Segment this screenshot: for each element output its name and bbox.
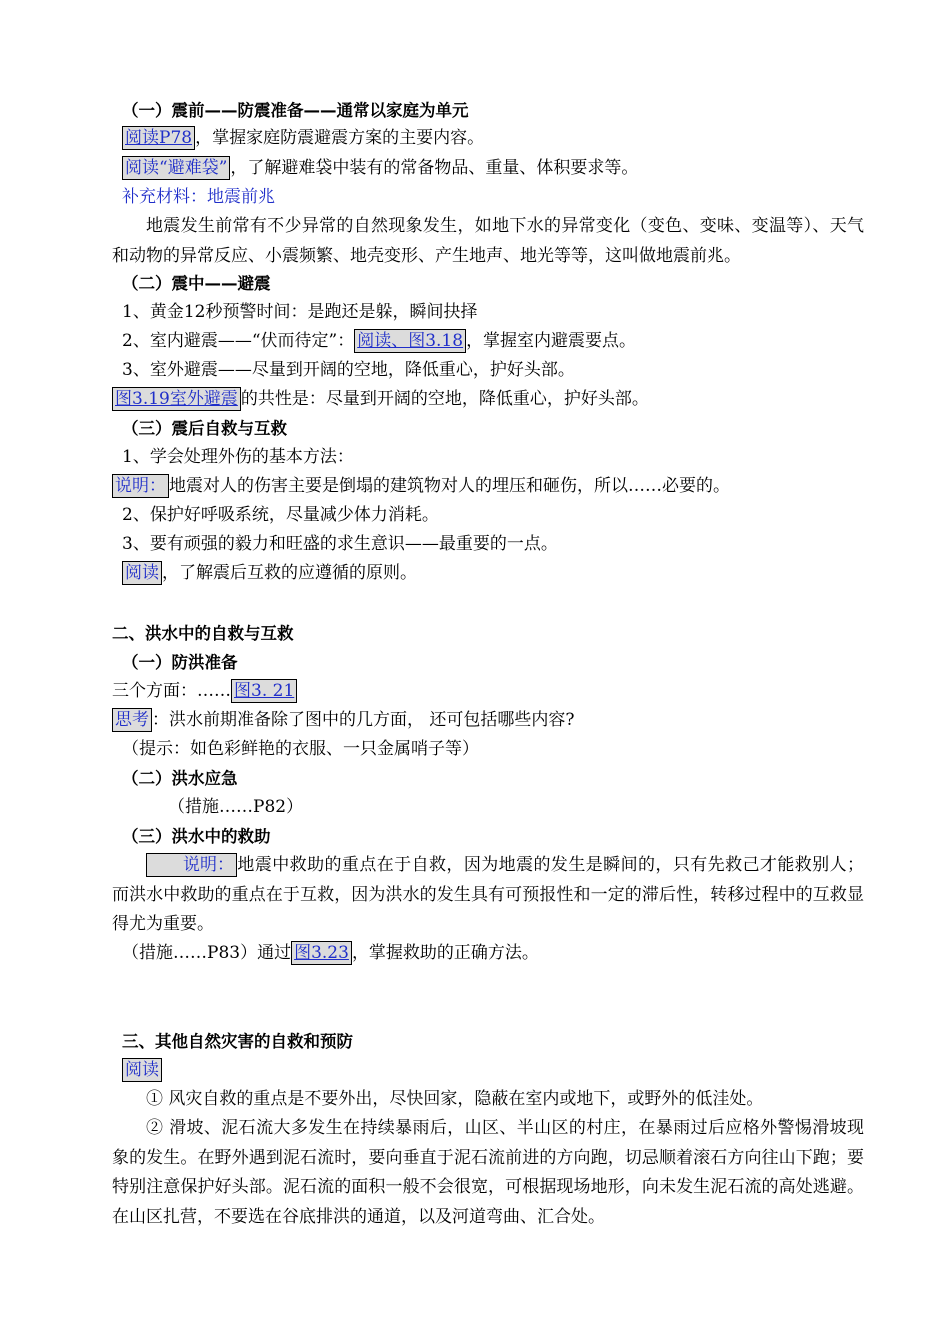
line-fig-3-19 <box>112 385 870 414</box>
link-fig-3-23[interactable]: 图3.23 <box>291 941 352 965</box>
line-text: ，了解震后互救的应遵循的原则。 <box>162 563 417 583</box>
supplementary-material-label: 补充材料：地震前兆 <box>122 187 275 207</box>
heading-post-quake: （三）震后自救与互救 <box>122 419 287 438</box>
line-outdoor-shelter: 3、室外避震——尽量到开阔的空地，降低重心，护好头部。 <box>122 360 575 380</box>
heading-flood-rescue: （三）洪水中的救助 <box>122 827 271 846</box>
paragraph-flood-rescue <box>112 851 864 940</box>
label-explanation[interactable]: 说明： <box>112 474 169 498</box>
heading-other-disasters: 三、其他自然灾害的自救和预防 <box>122 1032 353 1051</box>
line-text: ，掌握家庭防震避震方案的主要内容。 <box>195 128 485 148</box>
line-text: ，掌握室内避震要点。 <box>466 331 637 351</box>
link-read-section3[interactable]: 阅读 <box>122 1058 162 1082</box>
line-measures-p83 <box>122 939 870 968</box>
line-three-aspects <box>112 677 870 706</box>
link-read[interactable]: 阅读 <box>122 561 162 585</box>
line-golden-12s: 1、黄金12秒预警时间：是跑还是躲，瞬间抉择 <box>122 302 478 322</box>
line-think <box>112 706 870 735</box>
heading-flood: 二、洪水中的自救与互救 <box>112 624 294 643</box>
line-explanation-injury <box>112 472 870 501</box>
paragraph-wind-disaster: ① 风灾自救的重点是不要外出，尽快回家，隐蔽在室内或地下，或野外的低洼处。 <box>146 1089 764 1109</box>
heading-flood-emergency: （二）洪水应急 <box>122 769 238 788</box>
line-text: ：洪水前期准备除了图中的几方面， 还可包括哪些内容? <box>152 710 575 730</box>
line-read-rescue-principles <box>122 559 870 588</box>
link-read-fig-3-18[interactable]: 阅读、图3.18 <box>354 329 466 353</box>
label-explanation-flood[interactable]: 说明： <box>146 853 237 877</box>
line-read-bag <box>122 154 870 183</box>
line-trauma-basics: 1、学会处理外伤的基本方法： <box>122 447 354 467</box>
link-read-bag[interactable]: 阅读“避难袋” <box>122 156 230 180</box>
line-read-p78 <box>122 124 870 153</box>
paragraph-earthquake-signs: 地震发生前常有不少异常的自然现象发生，如地下水的异常变化（变色、变味、变温等）、天气和动物的异常反应、小震频繁、地壳变形、产生地声、地光等等，这叫做地震前兆。 <box>112 216 864 266</box>
line-hint: （提示：如色彩鲜艳的衣服、一只金属哨子等） <box>122 739 479 759</box>
line-text: 地震对人的伤害主要是倒塌的建筑物对人的埋压和砸伤，所以……必要的。 <box>169 476 730 496</box>
label-think[interactable]: 思考 <box>112 708 152 732</box>
paragraph-landslide: ② 滑坡、泥石流大多发生在持续暴雨后，山区、半山区的村庄，在暴雨过后应格外警惕滑坡现象的发生。在野外遇到泥石流时，要向垂直于泥石流前进的方向跑，切忌顺着滚石方向往山下跑；要特别注意保护好头部。泥石流的面积一般不会很宽，可根据现场地形，向未发生泥石流的高处逃避。在山区扎营，不要选在谷底排洪的通道，以及河道弯曲、汇合处。 <box>112 1118 864 1227</box>
link-fig-3-19[interactable]: 图3.19室外避震 <box>112 387 241 411</box>
link-fig-3-21[interactable]: 图3. 21 <box>231 679 297 703</box>
heading-pre-quake: （一）震前——防震准备——通常以家庭为单元 <box>122 101 469 120</box>
heading-during-quake: （二）震中——避震 <box>122 274 271 293</box>
line-text: ，掌握救助的正确方法。 <box>351 943 539 963</box>
line-text: 的共性是：尽量到开阔的空地，降低重心，护好头部。 <box>240 389 649 409</box>
line-read-section3 <box>122 1056 870 1085</box>
line-indoor-shelter <box>122 327 870 356</box>
paragraph-text: 地震中救助的重点在于自救，因为地震的发生是瞬间的，只有先救己才能救别人；而洪水中救助的重点在于互救，因为洪水的发生具有可预报性和一定的滞后性，转移过程中的互救显得尤为重要。 <box>112 855 864 934</box>
line-text: 2、室内避震——“伏而待定”： <box>122 331 355 351</box>
line-text: （措施……P83）通过 <box>122 943 292 963</box>
line-measures-p82: （措施……P82） <box>168 797 304 817</box>
line-text: 三个方面：…… <box>112 681 231 701</box>
link-read-p78[interactable]: 阅读P78 <box>122 126 195 150</box>
line-willpower: 3、要有顽强的毅力和旺盛的求生意识——最重要的一点。 <box>122 534 558 554</box>
line-text: ，了解避难袋中装有的常备物品、重量、体积要求等。 <box>230 158 639 178</box>
line-protect-breathing: 2、保护好呼吸系统，尽量减少体力消耗。 <box>122 505 439 525</box>
heading-flood-prep: （一）防洪准备 <box>122 653 238 672</box>
